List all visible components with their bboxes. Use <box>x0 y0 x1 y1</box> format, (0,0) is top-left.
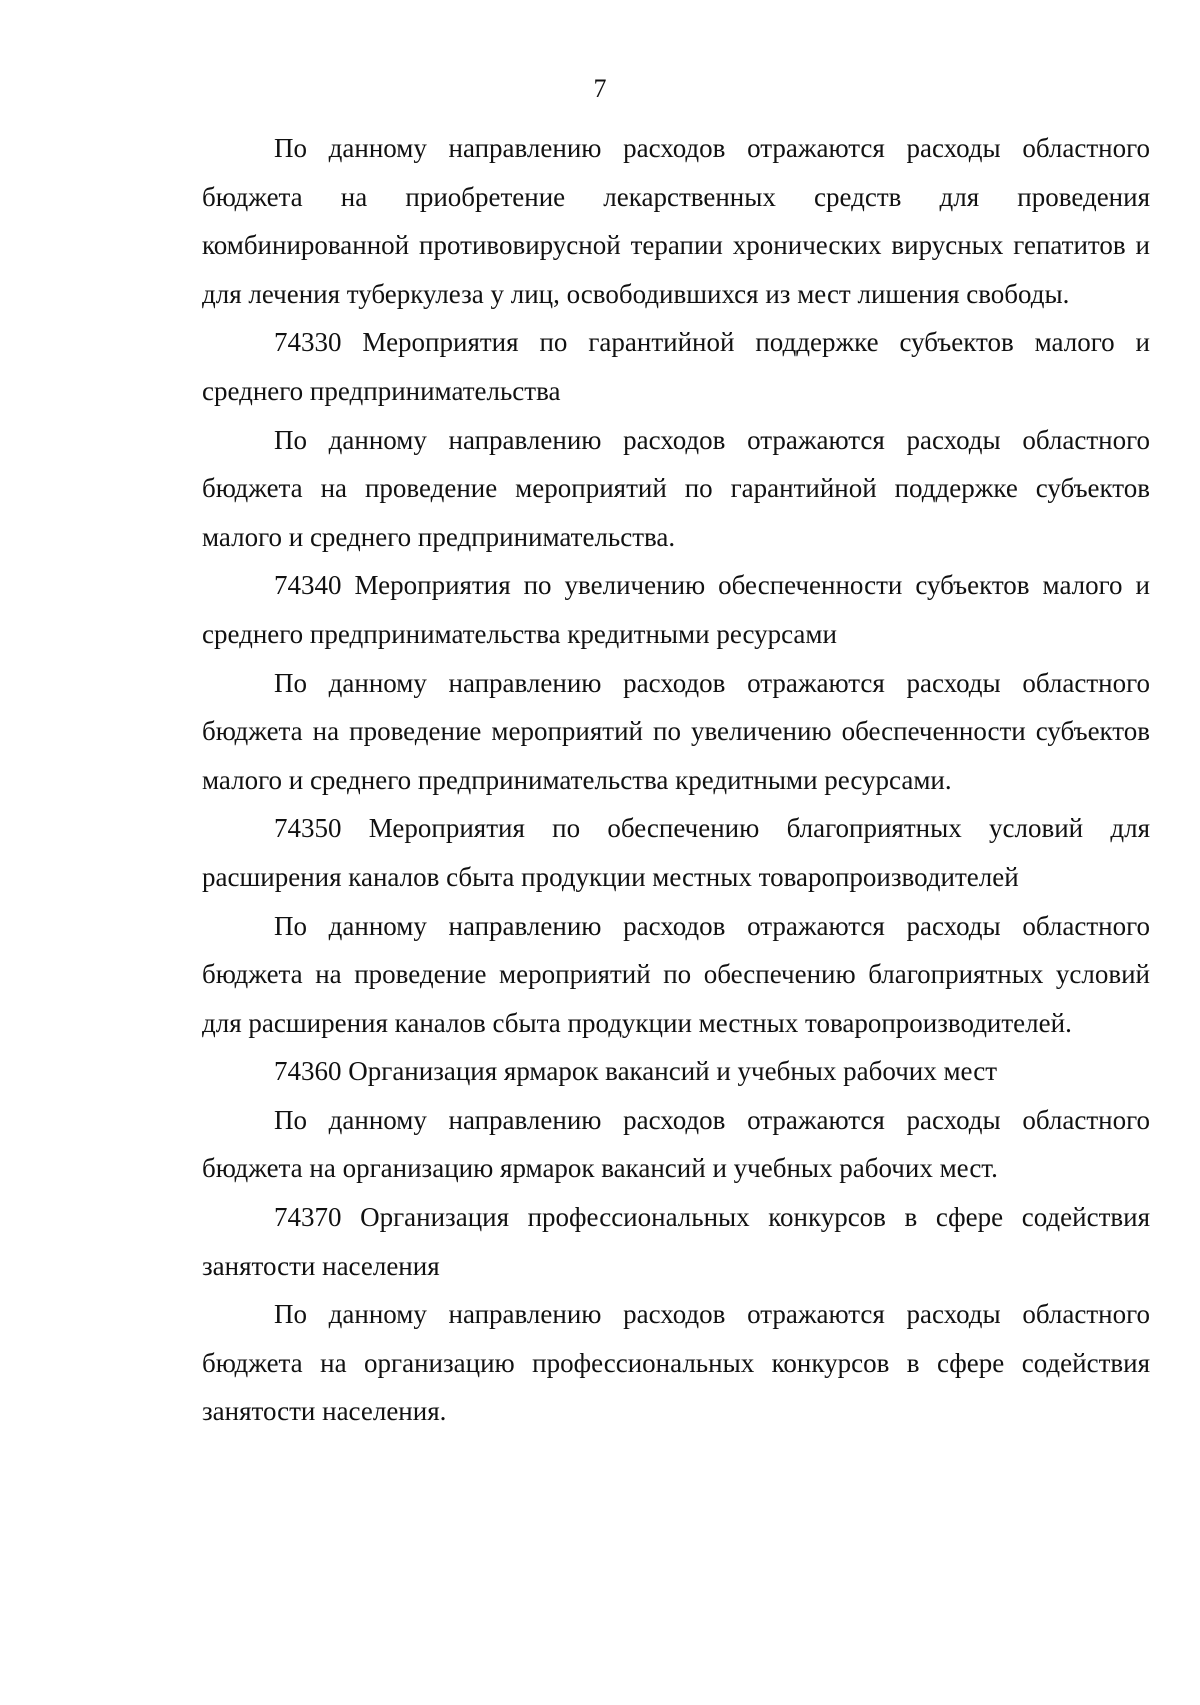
document-body <box>202 124 1150 1436</box>
paragraph-74350-description: По данному направлению расходов отражаются расходы областного бюджета на проведение мероприятий по обеспечению благоприятных условий для расширения каналов сбыта продукции местных товаропроизводителей. <box>202 910 1150 1038</box>
heading-74370: 74370 Организация профессиональных конкурсов в сфере содействия занятости населения <box>202 1202 1150 1281</box>
paragraph-74360-description: По данному направлению расходов отражаются расходы областного бюджета на организацию ярмарок вакансий и учебных рабочих мест. <box>202 1104 1150 1184</box>
heading-74330: 74330 Мероприятия по гарантийной поддержке субъектов малого и среднего предпринимательства <box>202 327 1150 406</box>
paragraph-74330-description: По данному направлению расходов отражаются расходы областного бюджета на проведение мероприятий по гарантийной поддержке субъектов малого и среднего предпринимательства. <box>202 424 1150 552</box>
paragraph-74340-description: По данному направлению расходов отражаются расходы областного бюджета на проведение мероприятий по увеличению обеспеченности субъектов малого и среднего предпринимательства кредитными ресурсами. <box>202 667 1150 795</box>
page-number: 7 <box>593 74 607 103</box>
heading-74340: 74340 Мероприятия по увеличению обеспеченности субъектов малого и среднего предпринимательства кредитными ресурсами <box>202 570 1150 649</box>
paragraph-expenses-antiviral: По данному направлению расходов отражаются расходы областного бюджета на приобретение лекарственных средств для проведения комбинированной противовирусной терапии хронических вирусных гепатитов и для лечения туберкулеза у лиц, освободившихся из мест лишения свободы. <box>202 133 1150 309</box>
paragraph-74370-description: По данному направлению расходов отражаются расходы областного бюджета на организацию профессиональных конкурсов в сфере содействия занятости населения. <box>202 1299 1150 1427</box>
heading-74350: 74350 Мероприятия по обеспечению благоприятных условий для расширения каналов сбыта продукции местных товаропроизводителей <box>202 813 1150 892</box>
heading-74360: 74360 Организация ярмарок вакансий и учебных рабочих мест <box>274 1056 998 1087</box>
